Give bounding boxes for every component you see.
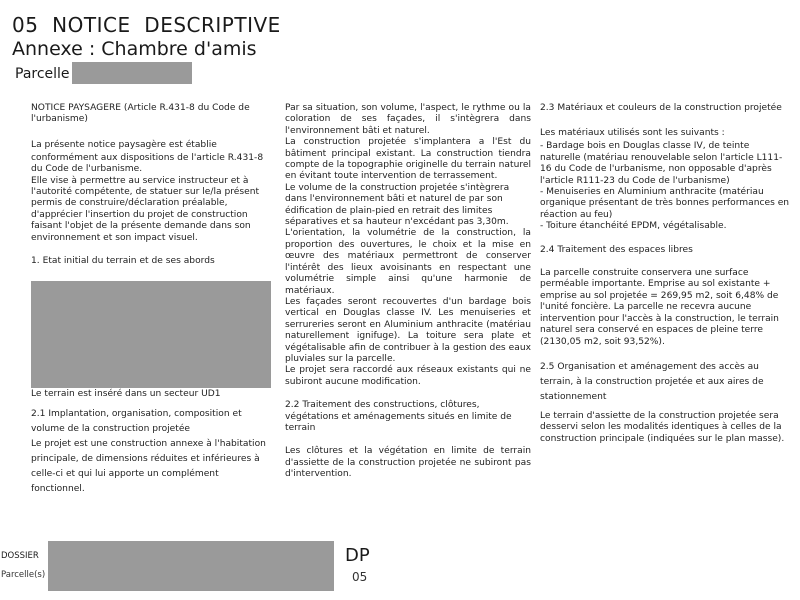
paragraph-orientation: L'orientation, la volumétrie de la construction, la proportion des ouvertures, le choix et la mise en œuvre des matériaux permettront de conserver l'intérêt des lieux avoisinants en respectant une volumétrie simple ainsi qu'une harmonie de matériaux. — [285, 228, 531, 296]
page-title: 05 NOTICE DESCRIPTIVE — [12, 13, 281, 37]
column-middle — [285, 103, 531, 487]
paragraph-implantation: La construction projetée s'implantera a l'Est du bâtiment principal existant. La construction tiendra compte de la topographie originelle du terrain naturel en évitant toute intervention de terrassement. — [285, 137, 531, 182]
intro-line-1: La présente notice paysagère est établie — [31, 139, 217, 150]
section-2-5-text: Le terrain d'assiette de la construction projetée sera desservi selon les modalités identiques à celles de la construction principale (indiquées sur le plan masse). — [540, 410, 785, 444]
section-2-5-heading: 2.5 Organisation et aménagement des accès au terrain, à la construction projetée et aux aires de stationnement — [540, 361, 764, 402]
intro-line-2: conformément aux dispositions de l'article R.431-8 du Code de l'urbanisme. — [31, 152, 264, 175]
section-2-2-text: Les clôtures et la végétation en limite de terrain d'assiette de la construction projetée ne subiront pas d'intervention. — [285, 446, 531, 480]
doc-number: 05 — [352, 570, 368, 584]
section-1-heading: 1. Etat initial du terrain et de ses abords — [31, 256, 215, 267]
parcelle-label: Parcelle — [15, 66, 70, 82]
section-2-2-heading: 2.2 Traitement des constructions, clôtures, végétations et aménagements situés en limite de terrain — [285, 400, 512, 433]
intro-paragraph: Elle vise à permettre au service instructeur et à l'autorité compétente, de statuer sur le/la présent permis de construire/déclaration préalable, d'apprécier l'insertion du projet de construction faisant l'objet de la présente demande dans son environnement et son impact visuel. — [31, 175, 260, 243]
material-item-1: - Bardage bois en Douglas classe IV, de teinte naturelle (matériau renouvelable selon l'article L111-16 du Code de l'urbanisme, non opposable d'après l'article R111-23 du Code de l'urbanisme) — [540, 141, 783, 186]
material-item-2: - Menuiseries en Aluminium anthracite (matériau organique présentant de très bonnes performances en réaction au feu) — [540, 187, 790, 220]
page-subtitle: Annexe : Chambre d'amis — [12, 38, 257, 60]
paragraph-networks: Le projet sera raccordé aux réseaux existants qui ne subiront aucune modification. — [285, 365, 531, 387]
column-right — [540, 103, 790, 445]
map-caption: Le terrain est inséré dans un secteur UD1 — [31, 389, 221, 400]
section-2-4-text: La parcelle construite conservera une surface perméable importante. Emprise au sol existante + emprise au sol projetée = 269,95 m2, soit 6,48% de l'unité foncière. La parcelle ne recevra aucune intervention pour l'accès à la construction, le terrain naturel sera conservé en espaces de pleine terre (2130,05 m2, soit 93,52%). — [540, 268, 779, 347]
section-2-1-text: Le projet est une construction annexe à l'habitation principale, de dimensions réduites et inférieures à celle-ci et qui lui apporte un complément fonctionnel. — [31, 438, 266, 494]
notice-heading: NOTICE PAYSAGERE (Article R.431-8 du Code de l'urbanisme) — [31, 103, 250, 125]
redacted-parcelle-number — [72, 62, 192, 84]
redacted-site-map — [31, 281, 271, 388]
section-2-4-heading: 2.4 Traitement des espaces libres — [540, 244, 693, 255]
footer-parcelles-label: Parcelle(s) — [1, 570, 46, 580]
section-2-3-heading: 2.3 Matériaux et couleurs de la construction projetée — [540, 103, 782, 113]
redacted-dossier-info — [48, 541, 334, 591]
paragraph-integration: Par sa situation, son volume, l'aspect, le rythme ou la coloration de ses façades, il s'intègrera dans l'environnement bâti et naturel. — [285, 103, 531, 136]
materials-intro: Les matériaux utilisés sont les suivants : — [540, 128, 725, 139]
material-item-3: - Toiture étanchéité EPDM, végétalisable. — [540, 221, 727, 232]
paragraph-volume: Le volume de la construction projetée s'intègrera dans l'environnement bâti et naturel de par son édification de plain-pied en retrait des limites séparatives et sa hauteur n'excédant pas 3,30m. — [285, 182, 510, 228]
section-2-1-heading: 2.1 Implantation, organisation, composition et volume de la construction projetée — [31, 408, 242, 434]
paragraph-facades: Les façades seront recouvertes d'un bardage bois vertical en Douglas classe IV. Les menuiseries et serrureries seront en Aluminium anthracite (matériau naturellement ignifuge). La toiture sera plate et végétalisable afin de contribuer à la gestion des eaux pluviales sur la parcelle. — [285, 296, 531, 364]
column-left — [31, 103, 271, 497]
footer-dossier-label: DOSSIER — [1, 551, 39, 561]
doc-type: DP — [345, 545, 370, 566]
